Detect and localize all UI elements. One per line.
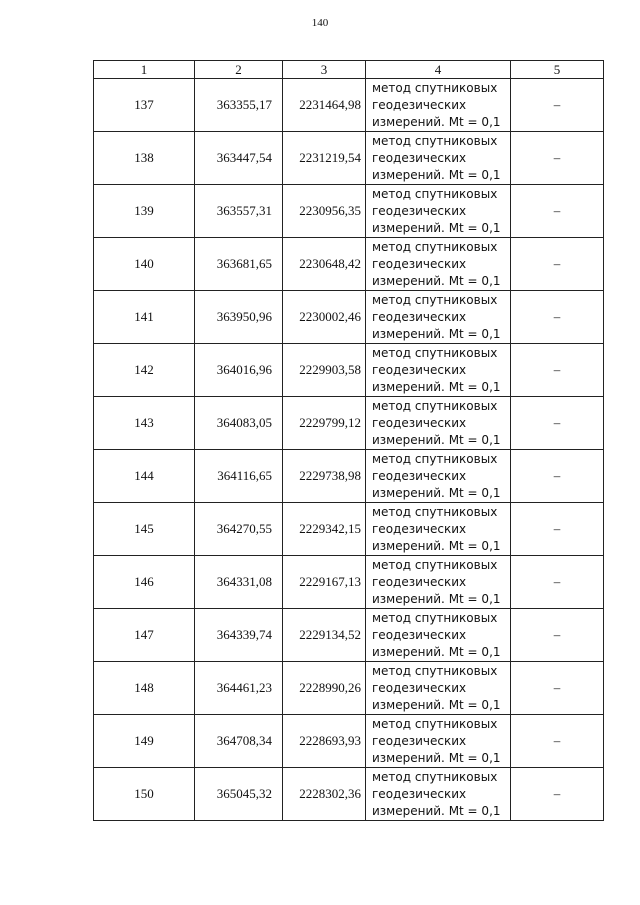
- column-header: 5: [511, 61, 604, 79]
- note-cell: –: [511, 397, 604, 450]
- table-row: [94, 662, 604, 715]
- y-coordinate-cell: 2229167,13: [283, 556, 366, 609]
- method-line: измерений. Mt = 0,1: [372, 273, 501, 288]
- method-cell: [366, 291, 511, 344]
- table-row: [94, 556, 604, 609]
- method-line: метод спутниковых: [372, 769, 498, 784]
- table-row: [94, 132, 604, 185]
- method-cell: [366, 185, 511, 238]
- x-coordinate-cell: 365045,32: [195, 768, 283, 821]
- method-line: геодезических: [372, 415, 467, 430]
- method-line: метод спутниковых: [372, 663, 498, 678]
- note-cell: –: [511, 662, 604, 715]
- method-line: метод спутниковых: [372, 451, 498, 466]
- method-cell: [366, 132, 511, 185]
- note-cell: –: [511, 291, 604, 344]
- method-line: измерений. Mt = 0,1: [372, 167, 501, 182]
- x-coordinate-cell: 364331,08: [195, 556, 283, 609]
- point-number-cell: 143: [94, 397, 195, 450]
- method-line: метод спутниковых: [372, 504, 498, 519]
- method-line: метод спутниковых: [372, 186, 498, 201]
- method-line: метод спутниковых: [372, 133, 498, 148]
- y-coordinate-cell: 2229903,58: [283, 344, 366, 397]
- table-row: [94, 609, 604, 662]
- note-cell: –: [511, 556, 604, 609]
- note-cell: –: [511, 79, 604, 132]
- method-cell: [366, 768, 511, 821]
- table-row: [94, 185, 604, 238]
- method-line: измерений. Mt = 0,1: [372, 114, 501, 129]
- method-cell: [366, 715, 511, 768]
- table-header-row: [94, 61, 604, 79]
- point-number-cell: 140: [94, 238, 195, 291]
- method-line: метод спутниковых: [372, 557, 498, 572]
- x-coordinate-cell: 364708,34: [195, 715, 283, 768]
- method-cell: [366, 609, 511, 662]
- method-line: геодезических: [372, 203, 467, 218]
- method-line: измерений. Mt = 0,1: [372, 432, 501, 447]
- method-line: геодезических: [372, 97, 467, 112]
- note-cell: –: [511, 185, 604, 238]
- method-line: метод спутниковых: [372, 610, 498, 625]
- method-line: геодезических: [372, 362, 467, 377]
- point-number-cell: 148: [94, 662, 195, 715]
- x-coordinate-cell: 364270,55: [195, 503, 283, 556]
- method-cell: [366, 238, 511, 291]
- y-coordinate-cell: 2230002,46: [283, 291, 366, 344]
- y-coordinate-cell: 2231464,98: [283, 79, 366, 132]
- table-row: [94, 291, 604, 344]
- column-header: 2: [195, 61, 283, 79]
- note-cell: –: [511, 238, 604, 291]
- method-cell: [366, 503, 511, 556]
- point-number-cell: 142: [94, 344, 195, 397]
- y-coordinate-cell: 2230956,35: [283, 185, 366, 238]
- method-line: измерений. Mt = 0,1: [372, 485, 501, 500]
- method-cell: [366, 662, 511, 715]
- point-number-cell: 149: [94, 715, 195, 768]
- table-row: [94, 397, 604, 450]
- method-line: геодезических: [372, 786, 467, 801]
- method-line: геодезических: [372, 574, 467, 589]
- method-line: геодезических: [372, 521, 467, 536]
- table-body: [94, 79, 604, 821]
- table-row: [94, 715, 604, 768]
- method-line: метод спутниковых: [372, 398, 498, 413]
- y-coordinate-cell: 2228990,26: [283, 662, 366, 715]
- point-number-cell: 150: [94, 768, 195, 821]
- note-cell: –: [511, 450, 604, 503]
- y-coordinate-cell: 2229738,98: [283, 450, 366, 503]
- method-line: метод спутниковых: [372, 345, 498, 360]
- x-coordinate-cell: 364083,05: [195, 397, 283, 450]
- method-line: геодезических: [372, 627, 467, 642]
- y-coordinate-cell: 2230648,42: [283, 238, 366, 291]
- y-coordinate-cell: 2228693,93: [283, 715, 366, 768]
- method-line: геодезических: [372, 680, 467, 695]
- method-line: метод спутниковых: [372, 716, 498, 731]
- method-line: геодезических: [372, 309, 467, 324]
- point-number-cell: 138: [94, 132, 195, 185]
- point-number-cell: 145: [94, 503, 195, 556]
- method-line: геодезических: [372, 733, 467, 748]
- x-coordinate-cell: 363557,31: [195, 185, 283, 238]
- point-number-cell: 139: [94, 185, 195, 238]
- point-number-cell: 147: [94, 609, 195, 662]
- point-number-cell: 137: [94, 79, 195, 132]
- method-line: геодезических: [372, 150, 467, 165]
- method-line: измерений. Mt = 0,1: [372, 644, 501, 659]
- method-line: метод спутниковых: [372, 292, 498, 307]
- note-cell: –: [511, 503, 604, 556]
- x-coordinate-cell: 363447,54: [195, 132, 283, 185]
- method-line: измерений. Mt = 0,1: [372, 803, 501, 818]
- method-cell: [366, 344, 511, 397]
- point-number-cell: 141: [94, 291, 195, 344]
- method-line: измерений. Mt = 0,1: [372, 379, 501, 394]
- note-cell: –: [511, 609, 604, 662]
- x-coordinate-cell: 363355,17: [195, 79, 283, 132]
- x-coordinate-cell: 363681,65: [195, 238, 283, 291]
- note-cell: –: [511, 132, 604, 185]
- table-row: [94, 79, 604, 132]
- column-header: 1: [94, 61, 195, 79]
- table-row: [94, 768, 604, 821]
- y-coordinate-cell: 2231219,54: [283, 132, 366, 185]
- x-coordinate-cell: 364461,23: [195, 662, 283, 715]
- method-line: измерений. Mt = 0,1: [372, 697, 501, 712]
- y-coordinate-cell: 2229134,52: [283, 609, 366, 662]
- table-row: [94, 503, 604, 556]
- method-line: метод спутниковых: [372, 80, 498, 95]
- x-coordinate-cell: 364339,74: [195, 609, 283, 662]
- method-line: измерений. Mt = 0,1: [372, 326, 501, 341]
- method-cell: [366, 556, 511, 609]
- table-row: [94, 344, 604, 397]
- y-coordinate-cell: 2229342,15: [283, 503, 366, 556]
- method-line: измерений. Mt = 0,1: [372, 591, 501, 606]
- method-line: метод спутниковых: [372, 239, 498, 254]
- page-number: 140: [311, 17, 329, 29]
- note-cell: –: [511, 715, 604, 768]
- method-cell: [366, 397, 511, 450]
- x-coordinate-cell: 363950,96: [195, 291, 283, 344]
- table-row: [94, 238, 604, 291]
- y-coordinate-cell: 2229799,12: [283, 397, 366, 450]
- method-line: геодезических: [372, 468, 467, 483]
- column-header: 3: [283, 61, 366, 79]
- coordinates-table: [93, 60, 604, 821]
- method-cell: [366, 450, 511, 503]
- table-row: [94, 450, 604, 503]
- note-cell: –: [511, 768, 604, 821]
- method-cell: [366, 79, 511, 132]
- x-coordinate-cell: 364116,65: [195, 450, 283, 503]
- method-line: измерений. Mt = 0,1: [372, 538, 501, 553]
- note-cell: –: [511, 344, 604, 397]
- method-line: геодезических: [372, 256, 467, 271]
- point-number-cell: 144: [94, 450, 195, 503]
- method-line: измерений. Mt = 0,1: [372, 220, 501, 235]
- column-header: 4: [366, 61, 511, 79]
- point-number-cell: 146: [94, 556, 195, 609]
- y-coordinate-cell: 2228302,36: [283, 768, 366, 821]
- method-line: измерений. Mt = 0,1: [372, 750, 501, 765]
- x-coordinate-cell: 364016,96: [195, 344, 283, 397]
